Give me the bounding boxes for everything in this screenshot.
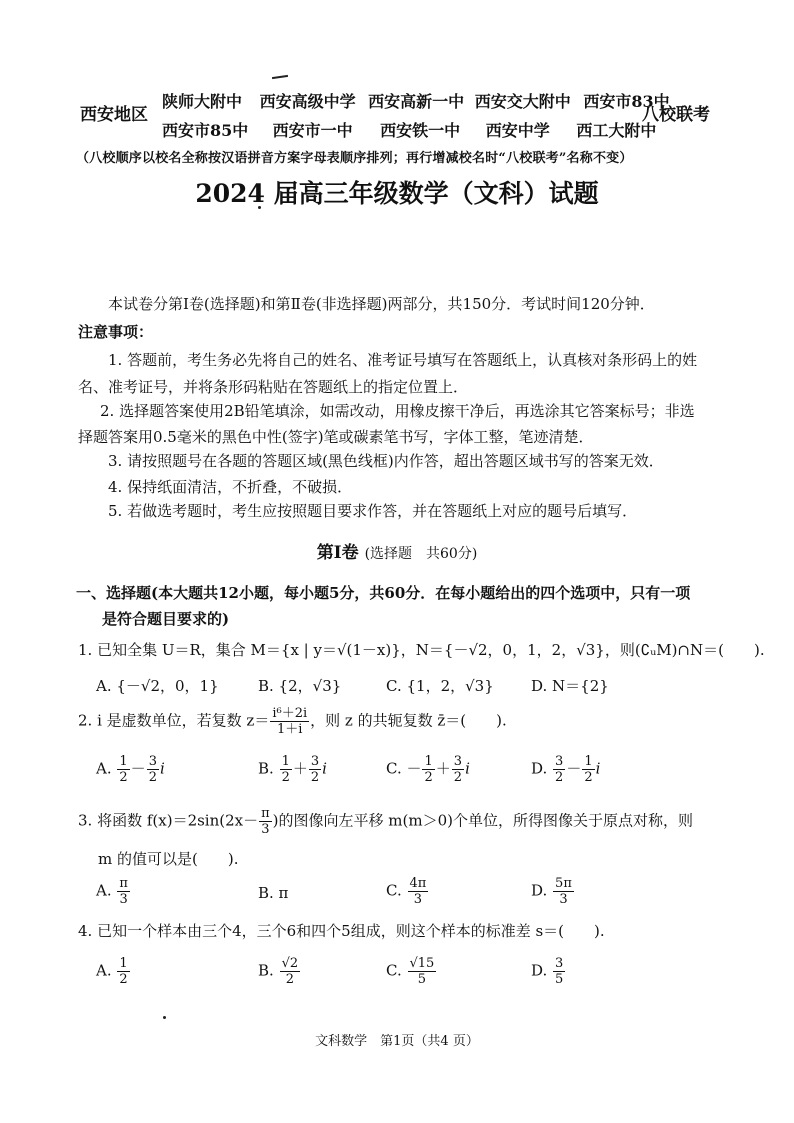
- option-letter: C. －: [386, 759, 422, 778]
- q3-option-b: B. π: [258, 884, 289, 902]
- option-letter: B.: [258, 759, 274, 778]
- section-title-sub: (选择题 共60分): [364, 546, 478, 562]
- fraction: [408, 956, 437, 987]
- fraction: [309, 754, 321, 785]
- fraction-denominator: 3: [261, 822, 270, 837]
- school-name: 西安市一中: [272, 121, 353, 140]
- fraction-numerator: π: [119, 876, 128, 891]
- school-name: 西安交大附中: [474, 92, 571, 111]
- fraction-numerator: 3: [453, 754, 463, 769]
- q1-option-d: D. N＝{2}: [531, 677, 609, 695]
- fraction-denominator: 2: [453, 770, 463, 785]
- option-letter: A.: [96, 961, 112, 980]
- fraction-numerator: 1: [424, 754, 433, 769]
- fraction-numerator: 1: [584, 754, 593, 769]
- fraction-numerator: i⁶＋2i: [272, 706, 308, 721]
- fraction-denominator: 2: [119, 972, 128, 987]
- part-heading: 一、选择题(本大题共12小题，每小题5分，共60分．在每小题给出的四个选项中，只有一项: [76, 584, 691, 602]
- q1-option-b: B. {2，√3}: [258, 677, 342, 695]
- fraction: [553, 754, 565, 785]
- imaginary-unit: i: [595, 759, 601, 778]
- fraction-denominator: 1＋i: [277, 722, 303, 737]
- fraction-denominator: 2: [119, 770, 128, 785]
- fraction-denominator: 2: [281, 770, 290, 785]
- q3-option-d: [531, 876, 575, 907]
- fraction-denominator: 3: [413, 892, 423, 907]
- fraction-denominator: 3: [559, 892, 568, 907]
- fraction-numerator: 1: [119, 754, 128, 769]
- instruction-line: 3. 请按照题号在各题的答题区域(黑色线框)内作答，超出答题区域书写的答案无效．: [108, 452, 664, 470]
- school-name: 西安市83中: [583, 92, 670, 111]
- fraction-numerator: π: [261, 806, 270, 821]
- scan-mark: [272, 75, 288, 79]
- fraction-numerator: 4π: [409, 876, 427, 891]
- school-name: 西安高新一中: [368, 92, 465, 111]
- fraction-numerator: 1: [119, 956, 128, 971]
- option-letter: B.: [258, 961, 274, 980]
- instruction-line: 5. 若做选考题时，考生应按照题目要求作答，并在答题纸上对应的题号后填写．: [108, 502, 638, 520]
- question-4-stem: 4. 已知一个样本由三个4，三个6和四个5组成，则这个样本的标准差 s＝( ).: [78, 922, 605, 940]
- instruction-line: 1. 答题前，考生务必先将自己的姓名、准考证号填写在答题纸上，认真核对条形码上的姓: [108, 351, 698, 369]
- operator: ＋: [435, 759, 451, 778]
- region-label: 西安地区: [80, 105, 148, 125]
- fraction: [117, 956, 129, 987]
- option-letter: A.: [96, 759, 112, 778]
- scan-speck: [163, 1016, 166, 1019]
- fraction: [408, 876, 429, 907]
- question-3-stem: [78, 806, 693, 837]
- q4-option-d: [531, 956, 566, 987]
- fraction-numerator: 3: [310, 754, 320, 769]
- q3-stem-pre: 3. 将函数 f(x)＝2sin(2x－: [78, 811, 259, 830]
- instructions-heading: 注意事项：: [78, 323, 154, 341]
- instruction-line: 2. 选择题答案使用2B铅笔填涂，如需改动，用橡皮擦干净后，再选涂其它答案标号；非选: [100, 402, 695, 420]
- instructions-intro: 本试卷分第Ⅰ卷(选择题)和第Ⅱ卷(非选择题)两部分，共150分．考试时间120分钟．: [108, 295, 655, 313]
- school-name: 西安市85中: [162, 121, 249, 140]
- fraction-denominator: 2: [285, 972, 294, 987]
- fraction-denominator: 2: [148, 770, 157, 785]
- q1-option-c: C. {1，2，√3}: [386, 677, 494, 695]
- fraction-numerator: √2: [281, 956, 299, 971]
- option-letter: D.: [531, 961, 548, 980]
- instruction-line: 择题答案用0.5毫米的黑色中性(签字)笔或碳素笔书写，字体工整，笔迹清楚．: [78, 428, 594, 446]
- fraction: [280, 754, 292, 785]
- fraction-numerator: 3: [555, 956, 564, 971]
- fraction: [147, 754, 159, 785]
- joint-exam-label: 八校联考: [642, 105, 710, 125]
- option-letter: C.: [386, 961, 402, 980]
- q4-option-a: [96, 956, 131, 987]
- operator: ＋: [292, 759, 308, 778]
- part-heading-cont: 是符合题目要求的): [102, 610, 230, 628]
- fraction-numerator: 1: [281, 754, 290, 769]
- fraction: [553, 956, 565, 987]
- operator: －: [566, 759, 582, 778]
- q2-stem-post: ，则 z 的共轭复数 z̄＝( ).: [310, 711, 507, 730]
- q2-fraction: [270, 706, 309, 737]
- instruction-line: 4. 保持纸面清洁，不折叠，不破损．: [108, 478, 353, 496]
- operator: －: [130, 759, 146, 778]
- question-1-stem: 1. 已知全集 U＝R，集合 M＝{x | y＝√(1－x)}，N＝{－√2，0，1，2，√3}，则(∁ᵤM)∩N＝( ).: [78, 641, 765, 659]
- fraction-denominator: 2: [424, 770, 433, 785]
- school-name: 陕师大附中: [162, 92, 243, 111]
- fraction-denominator: 5: [555, 972, 564, 987]
- imaginary-unit: i: [322, 759, 327, 778]
- q3-option-a: [96, 876, 131, 907]
- fraction-denominator: 2: [310, 770, 320, 785]
- fraction-numerator: 3: [555, 754, 564, 769]
- q4-option-b: [258, 956, 301, 987]
- fraction: [422, 754, 434, 785]
- q2-stem-pre: 2. i 是虚数单位，若复数 z＝: [78, 711, 270, 730]
- school-row-1: [162, 89, 671, 112]
- instruction-line: 名、准考证号，并将条形码粘贴在答题纸上的指定位置上．: [78, 378, 469, 396]
- q2-option-b: [258, 754, 327, 785]
- option-letter: C.: [386, 881, 402, 900]
- fraction: [280, 956, 301, 987]
- school-row-2: [162, 118, 666, 141]
- school-name: 西安高级中学: [259, 92, 356, 111]
- exam-title: 2024 届高三年级数学（文科）试题: [195, 179, 599, 208]
- q1-option-a: A. {－√2，0，1}: [96, 677, 219, 695]
- question-3-stem-cont: m 的值可以是( ).: [98, 850, 239, 868]
- fraction: [117, 754, 129, 785]
- fraction-numerator: 5π: [555, 876, 572, 891]
- option-letter: A.: [96, 881, 112, 900]
- fraction-numerator: √15: [409, 956, 435, 971]
- q2-option-d: [531, 754, 600, 785]
- fraction: [452, 754, 464, 785]
- imaginary-unit: i: [159, 759, 165, 778]
- option-letter: D.: [531, 759, 548, 778]
- question-2-stem: [78, 706, 507, 737]
- q2-option-a: [96, 754, 165, 785]
- school-name: 西安中学: [485, 121, 550, 140]
- fraction-denominator: 2: [555, 770, 564, 785]
- school-name: 西工大附中: [576, 121, 657, 140]
- fraction: [117, 876, 130, 907]
- fraction-denominator: 5: [417, 972, 427, 987]
- fraction-denominator: 3: [119, 892, 128, 907]
- fraction: [553, 876, 574, 907]
- q3-option-c: [386, 876, 429, 907]
- fraction-numerator: 3: [148, 754, 157, 769]
- q3-stem-post: )的图像向左平移 m(m＞0)个单位，所得图像关于原点对称，则: [272, 811, 693, 830]
- section-title: [0, 538, 794, 563]
- q3-fraction: [259, 806, 272, 837]
- school-name: 西安铁一中: [380, 121, 461, 140]
- page-footer: 文科数学 第1页（共4 页）: [315, 1034, 479, 1049]
- q2-option-c: [386, 754, 470, 785]
- imaginary-unit: i: [465, 759, 470, 778]
- q4-option-c: [386, 956, 437, 987]
- option-letter: D.: [531, 881, 548, 900]
- header-note: （八校顺序以校名全称按汉语拼音方案字母表顺序排列；再行增减校名时“八校联考”名称不变）: [76, 151, 633, 166]
- section-title-main: 第Ⅰ卷: [316, 543, 359, 563]
- fraction-denominator: 2: [584, 770, 593, 785]
- fraction: [582, 754, 594, 785]
